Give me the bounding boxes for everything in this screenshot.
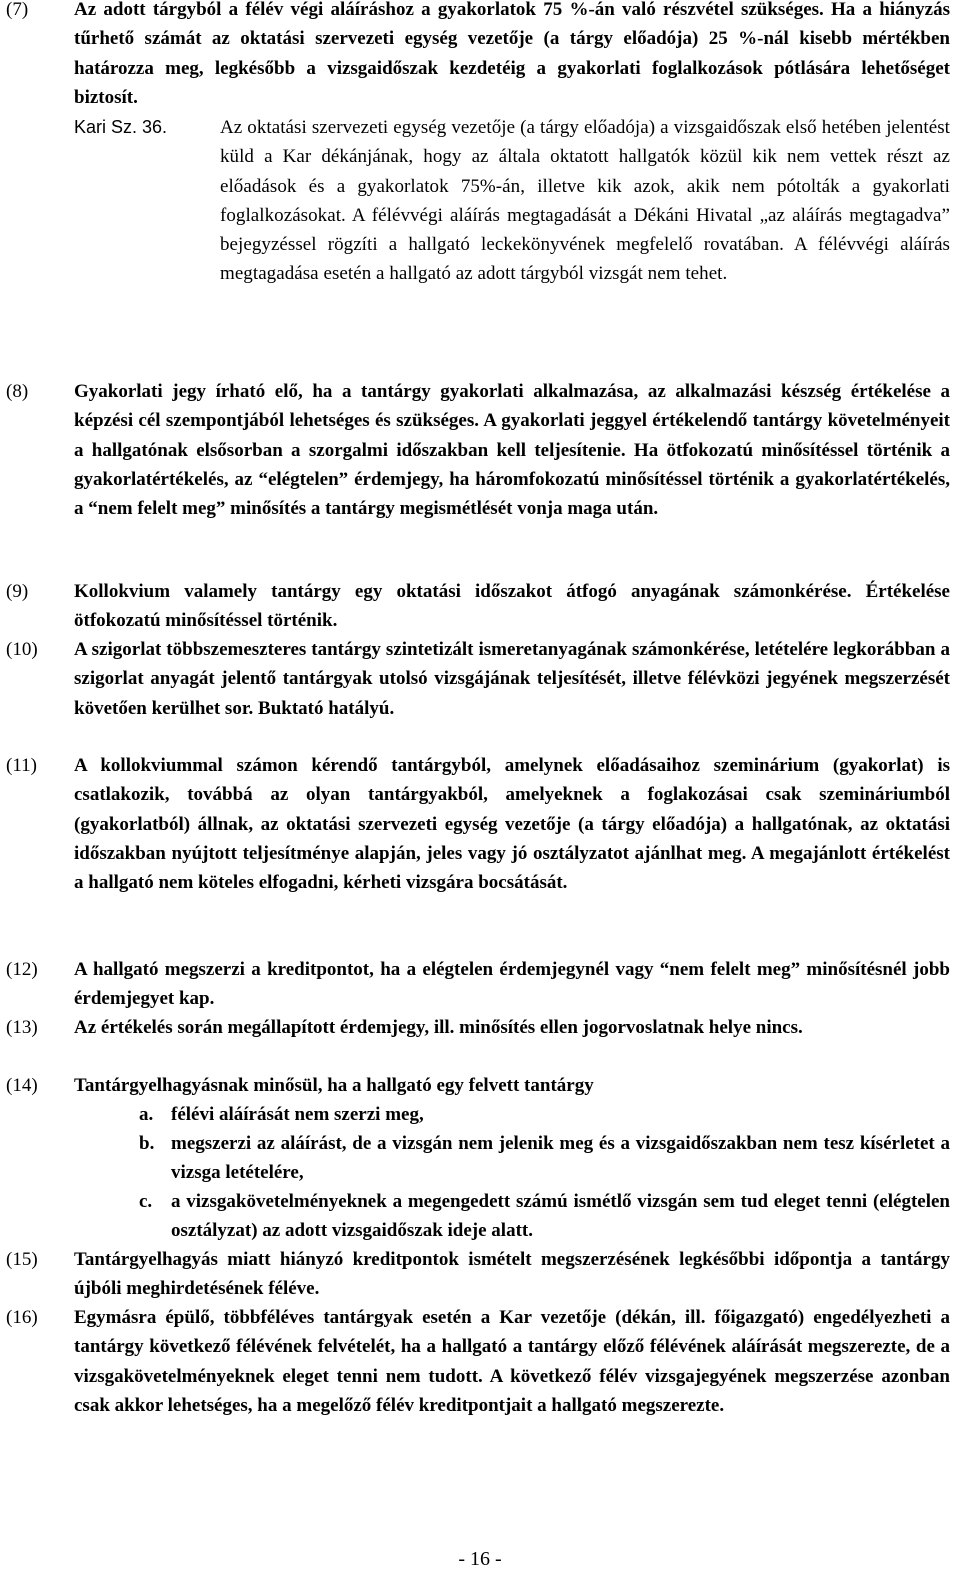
paragraph-number: (16) [6,1307,38,1328]
paragraph-8 [6,377,950,523]
paragraph-number: (8) [6,381,29,402]
paragraph-12 [6,955,950,1014]
paragraph-text: Tantárgyelhagyás miatt hiányzó kreditpontok ismételt megszerzésének legkésőbbi időpontja a tantárgy újbóli meghirdetésének féléve. [74,1249,950,1300]
paragraph-number: (12) [6,959,38,980]
paragraph-number: (14) [6,1075,38,1096]
paragraph-text: A kollokviummal számon kérendő tantárgyból, amelynek előadásaihoz szeminárium (gyakorlat) is csatlakozik, továbbá az olyan tantárgyakból, amelyeknek a foglakozásai csak szemináriumból (gyakorlatból) állnak, az oktatási szervezeti egység vezetője (a tárgy előadója) a hallgatónak, az oktatási időszakban nyújtott teljesítménye alapján, jeles vagy jó osztályzatot ajánlhat meg. A megajánlott értékelést a hallgató nem köteles elfogadni, kérheti vizsgára bocsátását. [74,755,950,894]
note-label: Kari Sz. 36. [74,117,168,137]
paragraph-number: (11) [6,755,37,776]
note-text: Az oktatási szervezeti egység vezetője (a tárgy előadója) a vizsgaidőszak első hetében jelentést küld a Kar dékánjának, hogy az általa oktatott hallgatók közül kik nem vettek részt az előadások és a gyakorlatok 75%-án, illetve kik azok, akik nem pótolták a gyakorlati foglalkozásokat. A félévvégi aláírás megtagadását a Dékáni Hivatal „az aláírás megtagadva” bejegyzéssel rögzíti a hallgató leckekönyvének megfelelő rovatában. A félévvégi aláírás megtagadása esetén a hallgató az adott tárgyból vizsgát nem tehet. [220,117,950,285]
paragraph-number: (7) [6,0,29,20]
subitem-text: félévi aláírását nem szerzi meg, [171,1104,424,1125]
paragraph-number: (15) [6,1249,38,1270]
faculty-regulation-note [74,113,950,289]
subitem-c [139,1187,950,1246]
subitem-label: c. [139,1191,153,1212]
subitem-text: a vizsgakövetelményeknek a megengedett számú ismétlő vizsgán sem tud eleget tenni (elégtelen osztályzat) az adott vizsgaidőszak ideje alatt. [171,1191,950,1242]
paragraph-14 [6,1071,950,1100]
paragraph-11 [6,751,950,897]
subitem-label: b. [139,1133,155,1154]
paragraph-text: Tantárgyelhagyásnak minősül, ha a hallgató egy felvett tantárgy [74,1075,594,1096]
paragraph-text: Az értékelés során megállapított érdemjegy, ill. minősítés ellen jogorvoslatnak helye nincs. [74,1017,803,1038]
paragraph-9 [6,577,950,636]
paragraph-7 [6,0,950,112]
subitem-label: a. [139,1104,154,1125]
paragraph-16 [6,1303,950,1420]
paragraph-text: A szigorlat többszemeszteres tantárgy szintetizált ismeretanyagának számonkérése, letételére legkorábban a szigorlat anyagát jelentő tantárgyak utolsó vizsgájának teljesítését, illetve félévközi jegyének megszerzését követően kerülhet sor. Buktató hatályú. [74,639,950,719]
paragraph-number: (13) [6,1017,38,1038]
paragraph-text: A hallgató megszerzi a kreditpontot, ha a elégtelen érdemjegynél vagy “nem felelt meg” minősítésnél jobb érdemjegyet kap. [74,959,950,1010]
paragraph-text: Egymásra épülő, többféléves tantárgyak esetén a Kar vezetője (dékán, ill. főigazgató) engedélyezheti a tantárgy következő félévének felvételét, ha a hallgató a tantárgy előző félévének aláírását megszerezte, de a vizsgakövetelményeknek eleget tenni nem tudott. A következő félév vizsgajegyének megszerzése azonban csak akkor lehetséges, ha a megelőző félév kreditpontjait a hallgató megszerezte. [74,1307,950,1416]
page-number: - 16 - [458,1548,502,1570]
subitem-a [139,1100,950,1129]
paragraph-number: (9) [6,581,29,602]
paragraph-10 [6,635,950,723]
subitem-text: megszerzi az aláírást, de a vizsgán nem jelenik meg és a vizsgaidőszakban nem tesz kísérletet a vizsga letételére, [171,1133,950,1184]
paragraph-text: Az adott tárgyból a félév végi aláíráshoz a gyakorlatok 75 %-án való részvétel szükséges. Ha a hiányzás tűrhető számát az oktatási szervezeti egység vezetője (a tárgy előadója) 25 %-nál kisebb mértékben határozza meg, legkésőbb a vizsgaidőszak kezdetéig a gyakorlati foglalkozások pótlására lehetőséget biztosít. [74,0,950,108]
paragraph-text: Gyakorlati jegy írható elő, ha a tantárgy gyakorlati alkalmazása, az alkalmazási készség értékelése a képzési cél szempontjából lehetséges és szükséges. A gyakorlati jeggyel értékelendő tantárgy követelményeit a hallgatónak elsősorban a szorgalmi időszakban kell teljesítenie. Ha ötfokozatú minősítéssel történik a gyakorlatértékelés, az “elégtelen” érdemjegy, ha háromfokozatú minősítéssel történik a gyakorlatértékelés, a “nem felelt meg” minősítés a tantárgy megismétlését vonja maga után. [74,381,950,520]
paragraph-number: (10) [6,639,38,660]
paragraph-13 [6,1013,950,1042]
paragraph-15 [6,1245,950,1304]
subitem-b [139,1129,950,1188]
paragraph-text: Kollokvium valamely tantárgy egy oktatási időszakot átfogó anyagának számonkérése. Értékelése ötfokozatú minősítéssel történik. [74,581,950,632]
